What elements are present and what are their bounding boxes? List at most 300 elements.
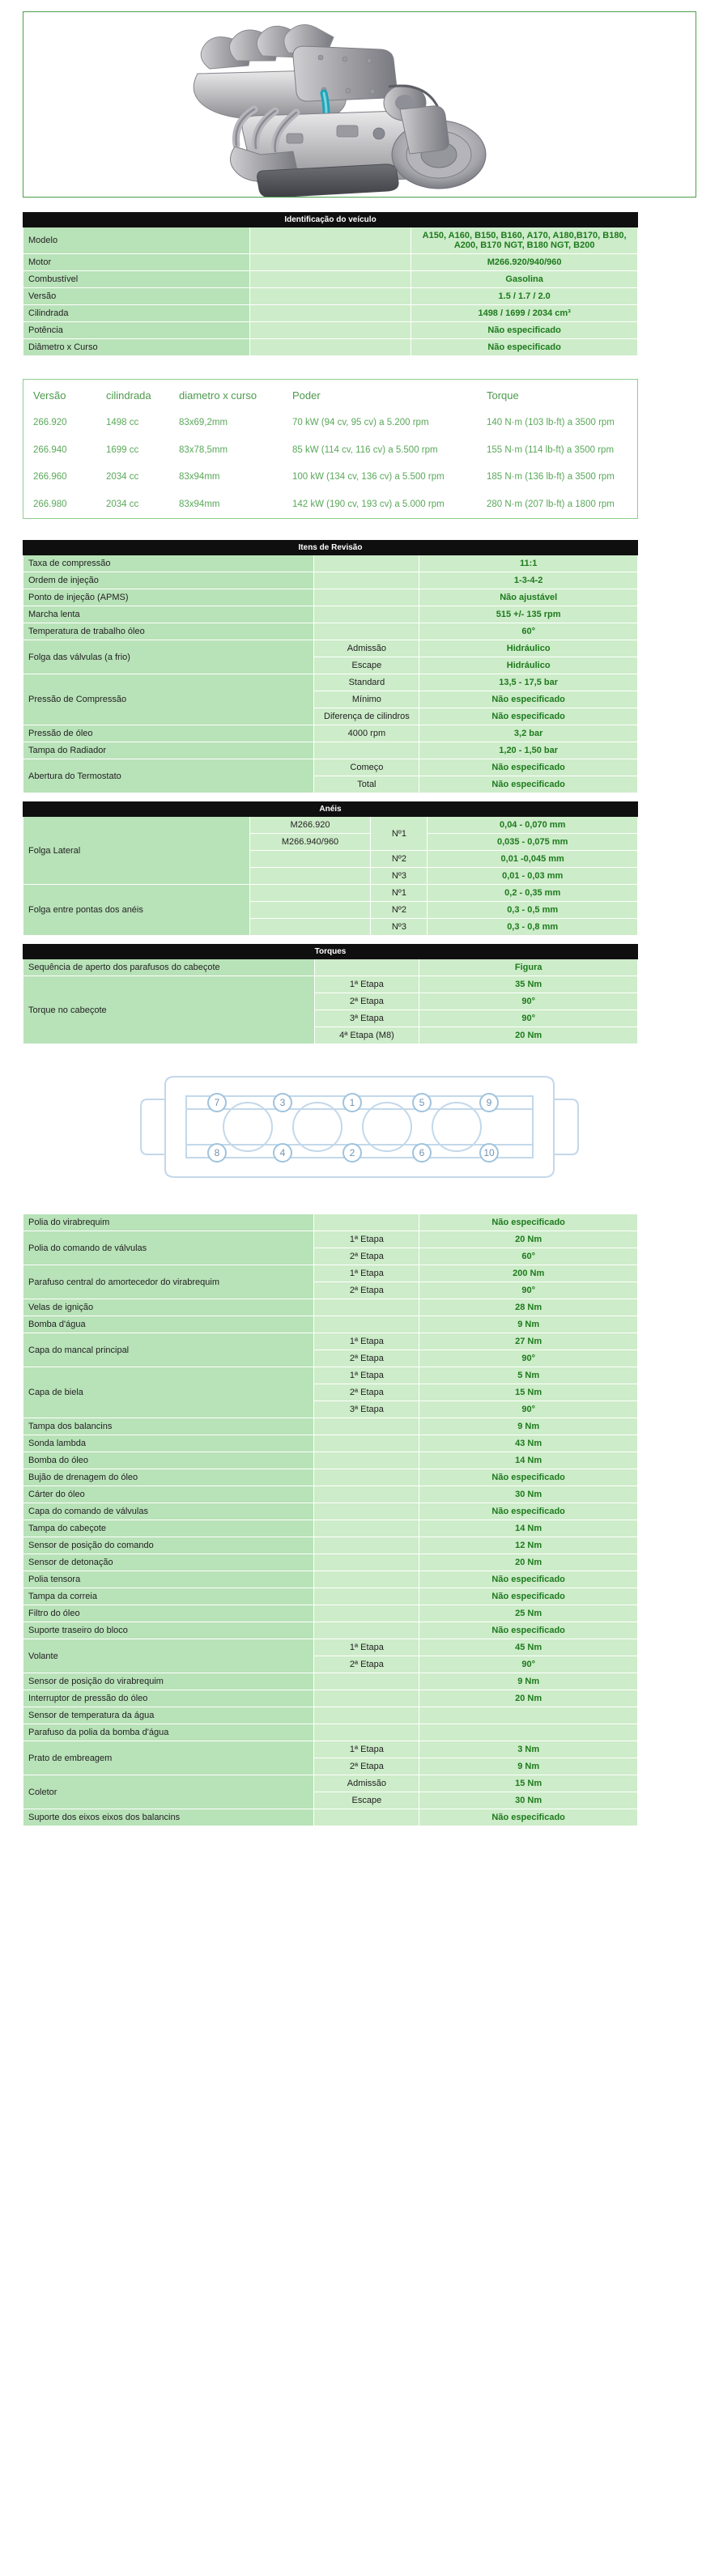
row-sub — [249, 902, 371, 919]
row-stage: 1ª Etapa — [314, 976, 419, 993]
row-mid: Mínimo — [314, 691, 419, 708]
row-label: Tampa da correia — [23, 1588, 314, 1605]
table-row — [23, 271, 638, 288]
row-label: Bomba d'água — [23, 1316, 314, 1333]
row-value: 1,20 - 1,50 bar — [419, 742, 638, 759]
row-stage — [314, 1809, 419, 1826]
row-label: Folga entre pontas dos anéis — [23, 885, 250, 936]
table-row — [23, 1690, 638, 1707]
row-stage — [314, 1724, 419, 1741]
row-mid — [314, 555, 419, 572]
row-label: Cilindrada — [23, 305, 250, 322]
table-row — [23, 555, 638, 572]
row-stage — [314, 1435, 419, 1452]
versions-row — [23, 437, 637, 465]
table-row — [23, 759, 638, 776]
versions-row — [23, 464, 637, 491]
row-label: Polia do virabrequim — [23, 1214, 314, 1231]
table-row — [23, 1452, 638, 1469]
row-stage — [314, 1452, 419, 1469]
bolt-sequence-diagram-wrap — [0, 1062, 719, 1196]
row-value: 0,3 - 0,8 mm — [428, 919, 638, 936]
row-value: 20 Nm — [419, 1231, 638, 1248]
row-label: Potência — [23, 322, 250, 339]
row-stage — [314, 1214, 419, 1231]
row-value: 0,2 - 0,35 mm — [428, 885, 638, 902]
row-label: Modelo — [23, 227, 250, 254]
row-value: 1-3-4-2 — [419, 572, 638, 589]
row-value: 9 Nm — [419, 1758, 638, 1775]
row-label: Cárter do óleo — [23, 1486, 314, 1503]
table-row — [23, 959, 638, 976]
row-value: 20 Nm — [419, 1690, 638, 1707]
row-value: 90° — [419, 1350, 638, 1367]
cell-cilindrada: 2034 cc — [96, 491, 169, 519]
table-row — [23, 742, 638, 759]
table-row — [23, 1554, 638, 1571]
row-value: Não especificado — [411, 322, 638, 339]
row-value: 1498 / 1699 / 2034 cm³ — [411, 305, 638, 322]
row-value — [419, 1707, 638, 1724]
row-label: Suporte dos eixos eixos dos balancins — [23, 1809, 314, 1826]
row-value: 3 Nm — [419, 1741, 638, 1758]
row-stage — [314, 1520, 419, 1537]
table-row — [23, 1622, 638, 1639]
row-label: Sensor de posição do comando — [23, 1537, 314, 1554]
versions-header-row — [23, 380, 637, 410]
row-label: Volante — [23, 1639, 314, 1673]
row-value: Não especificado — [419, 776, 638, 793]
bolt-number-bottom-1: 8 — [214, 1147, 220, 1159]
cylinder-head-bolt-sequence-diagram — [117, 1062, 602, 1192]
row-stage — [314, 1571, 419, 1588]
table-row — [23, 1503, 638, 1520]
row-value: 0,3 - 0,5 mm — [428, 902, 638, 919]
row-sub — [249, 851, 371, 868]
row-value: Não especificado — [419, 1214, 638, 1231]
row-value: 9 Nm — [419, 1673, 638, 1690]
row-label: Suporte traseiro do bloco — [23, 1622, 314, 1639]
row-value: 25 Nm — [419, 1605, 638, 1622]
col-torque: Torque — [477, 380, 637, 410]
row-label: Bujão de drenagem do óleo — [23, 1469, 314, 1486]
row-sub: M266.940/960 — [249, 834, 371, 851]
table-row — [23, 1809, 638, 1826]
row-value: Não especificado — [419, 1571, 638, 1588]
table-row — [23, 606, 638, 623]
row-stage: 2ª Etapa — [314, 1282, 419, 1299]
row-stage — [314, 1418, 419, 1435]
row-label: Tampa dos balancins — [23, 1418, 314, 1435]
table-row — [23, 1537, 638, 1554]
cell-versao: 266.940 — [23, 437, 96, 465]
bolt-number-bottom-2: 4 — [279, 1147, 286, 1159]
row-mid — [249, 322, 411, 339]
figure-label: Figura — [419, 959, 638, 976]
row-value: 0,01 -0,045 mm — [428, 851, 638, 868]
bolt-sequence-label: Sequência de aperto dos parafusos do cabeçote — [23, 959, 315, 976]
row-stage: Admissão — [314, 1775, 419, 1792]
revision-header: Itens de Revisão — [23, 541, 638, 555]
row-label: Pressão de Compressão — [23, 674, 314, 725]
cell-cilindrada: 2034 cc — [96, 464, 169, 491]
cell-torque: 185 N·m (136 lb-ft) a 3500 rpm — [477, 464, 637, 491]
row-value: 14 Nm — [419, 1452, 638, 1469]
col-diametro-curso: diametro x curso — [169, 380, 283, 410]
table-row — [23, 1299, 638, 1316]
row-stage: 1ª Etapa — [314, 1333, 419, 1350]
bolt-number-bottom-3: 2 — [349, 1147, 355, 1159]
row-value: 30 Nm — [419, 1486, 638, 1503]
row-mid — [249, 339, 411, 356]
row-num: Nº1 — [371, 885, 428, 902]
row-label: Parafuso central do amortecedor do virabrequim — [23, 1265, 314, 1299]
row-label: Torque no cabeçote — [23, 976, 315, 1044]
table-row — [23, 1265, 638, 1282]
row-label: Folga das válvulas (a frio) — [23, 640, 314, 674]
table-row — [23, 1775, 638, 1792]
cell-poder: 85 kW (114 cv, 116 cv) a 5.500 rpm — [283, 437, 477, 465]
row-num: Nº3 — [371, 919, 428, 936]
cell-poder: 142 kW (190 cv, 193 cv) a 5.000 rpm — [283, 491, 477, 519]
row-stage — [314, 1707, 419, 1724]
row-num: Nº1 — [371, 817, 428, 851]
row-value: 90° — [419, 1010, 638, 1027]
row-stage — [314, 1588, 419, 1605]
row-stage — [314, 1554, 419, 1571]
col-poder: Poder — [283, 380, 477, 410]
table-row — [23, 1520, 638, 1537]
row-mid — [249, 288, 411, 305]
row-num: Nº2 — [371, 902, 428, 919]
row-stage: Escape — [314, 1792, 419, 1809]
row-stage — [314, 1673, 419, 1690]
row-value: 90° — [419, 1656, 638, 1673]
row-value: 15 Nm — [419, 1775, 638, 1792]
row-mid — [249, 254, 411, 271]
row-value: 90° — [419, 1401, 638, 1418]
row-mid: Diferença de cilindros — [314, 708, 419, 725]
row-label: Capa do mancal principal — [23, 1333, 314, 1367]
row-label: Tampa do cabeçote — [23, 1520, 314, 1537]
bolt-number-top-2: 3 — [279, 1097, 286, 1109]
row-label: Prato de embreagem — [23, 1741, 314, 1775]
cell-versao: 266.960 — [23, 464, 96, 491]
row-stage: 3ª Etapa — [314, 1010, 419, 1027]
row-value: 90° — [419, 993, 638, 1010]
row-value: Não especificado — [419, 1809, 638, 1826]
cell-torque: 280 N·m (207 lb-ft) a 1800 rpm — [477, 491, 637, 519]
row-stage — [314, 1605, 419, 1622]
row-num: Nº3 — [371, 868, 428, 885]
row-value: Não ajustável — [419, 589, 638, 606]
row-value: Gasolina — [411, 271, 638, 288]
row-stage: 2ª Etapa — [314, 993, 419, 1010]
row-mid: Começo — [314, 759, 419, 776]
row-stage — [314, 1537, 419, 1554]
versions-row — [23, 491, 637, 519]
row-label: Capa do comando de válvulas — [23, 1503, 314, 1520]
rings-table — [23, 801, 638, 936]
cell-diametro: 83x78,5mm — [169, 437, 283, 465]
table-row — [23, 254, 638, 271]
row-stage — [314, 1469, 419, 1486]
row-value: 27 Nm — [419, 1333, 638, 1350]
row-label: Bomba do óleo — [23, 1452, 314, 1469]
table-row — [23, 976, 638, 993]
cell-cilindrada: 1498 cc — [96, 410, 169, 437]
table-row — [23, 1418, 638, 1435]
table-row — [23, 1707, 638, 1724]
row-stage — [314, 1622, 419, 1639]
row-label: Capa de biela — [23, 1367, 314, 1418]
row-value: 14 Nm — [419, 1520, 638, 1537]
row-stage: 2ª Etapa — [314, 1248, 419, 1265]
row-sub — [249, 868, 371, 885]
row-value: Não especificado — [419, 1469, 638, 1486]
table-row — [23, 1639, 638, 1656]
row-label: Abertura do Termostato — [23, 759, 314, 793]
table-header-row — [23, 802, 638, 817]
table-row — [23, 674, 638, 691]
row-value: Não especificado — [419, 1622, 638, 1639]
table-row — [23, 1486, 638, 1503]
vehicle-id-header: Identificação do veículo — [23, 213, 638, 227]
head-torque-table — [23, 944, 638, 1044]
row-value: Não especificado — [419, 691, 638, 708]
row-value: Hidráulico — [419, 640, 638, 657]
table-row — [23, 1333, 638, 1350]
row-label: Folga Lateral — [23, 817, 250, 885]
rings-header: Anéis — [23, 802, 638, 817]
row-stage: 2ª Etapa — [314, 1758, 419, 1775]
table-row — [23, 572, 638, 589]
table-row — [23, 589, 638, 606]
row-value — [419, 1724, 638, 1741]
row-stage: 4ª Etapa (M8) — [314, 1027, 419, 1044]
cell-poder: 100 kW (134 cv, 136 cv) a 5.500 rpm — [283, 464, 477, 491]
row-value: 15 Nm — [419, 1384, 638, 1401]
table-row — [23, 1588, 638, 1605]
vehicle-identification-table — [23, 212, 638, 356]
table-row — [23, 1469, 638, 1486]
table-row — [23, 640, 638, 657]
row-stage — [314, 1503, 419, 1520]
revision-items-table — [23, 540, 638, 793]
torques-header: Torques — [23, 945, 638, 959]
row-label: Sensor de posição do virabrequim — [23, 1673, 314, 1690]
row-mid — [249, 305, 411, 322]
engine-spec-sheet — [0, 11, 719, 1826]
table-row — [23, 817, 638, 834]
cell-cilindrada: 1699 cc — [96, 437, 169, 465]
engine-photo-panel — [23, 11, 696, 198]
row-mid — [314, 606, 419, 623]
table-header-row — [23, 541, 638, 555]
row-value: 20 Nm — [419, 1554, 638, 1571]
table-row — [23, 623, 638, 640]
table-header-row — [23, 945, 638, 959]
versions-row — [23, 410, 637, 437]
row-label: Tampa do Radiador — [23, 742, 314, 759]
row-stage: 2ª Etapa — [314, 1656, 419, 1673]
row-label: Polia do comando de válvulas — [23, 1231, 314, 1265]
bolt-number-bottom-5: 10 — [483, 1147, 495, 1159]
row-value: 28 Nm — [419, 1299, 638, 1316]
cell-diametro: 83x69,2mm — [169, 410, 283, 437]
row-label: Sonda lambda — [23, 1435, 314, 1452]
row-value: 30 Nm — [419, 1792, 638, 1809]
cell-diametro: 83x94mm — [169, 464, 283, 491]
torque-list-table — [23, 1214, 638, 1826]
row-value: Hidráulico — [419, 657, 638, 674]
row-value: 5 Nm — [419, 1367, 638, 1384]
table-row — [23, 1316, 638, 1333]
row-stage: 1ª Etapa — [314, 1741, 419, 1758]
row-sub: M266.920 — [249, 817, 371, 834]
row-label: Sensor de temperatura da água — [23, 1707, 314, 1724]
row-value: Não especificado — [419, 759, 638, 776]
row-value: Não especificado — [419, 1503, 638, 1520]
cell-poder: 70 kW (94 cv, 95 cv) a 5.200 rpm — [283, 410, 477, 437]
row-label: Combustível — [23, 271, 250, 288]
row-stage: 1ª Etapa — [314, 1265, 419, 1282]
bolt-number-bottom-4: 6 — [419, 1147, 425, 1159]
row-stage — [314, 1486, 419, 1503]
row-value: 0,035 - 0,075 mm — [428, 834, 638, 851]
engine-illustration — [133, 12, 586, 197]
row-label: Pressão de óleo — [23, 725, 314, 742]
empty-cell — [314, 959, 419, 976]
row-label: Interruptor de pressão do óleo — [23, 1690, 314, 1707]
row-label: Polia tensora — [23, 1571, 314, 1588]
cell-torque: 140 N·m (103 lb-ft) a 3500 rpm — [477, 410, 637, 437]
row-value: 0,01 - 0,03 mm — [428, 868, 638, 885]
row-value: Não especificado — [419, 1588, 638, 1605]
table-row — [23, 322, 638, 339]
table-row — [23, 1673, 638, 1690]
row-mid: Total — [314, 776, 419, 793]
row-value: Não especificado — [419, 708, 638, 725]
row-label: Ordem de injeção — [23, 572, 314, 589]
table-header-row — [23, 213, 638, 227]
row-mid — [249, 227, 411, 254]
row-stage: 3ª Etapa — [314, 1401, 419, 1418]
table-row — [23, 305, 638, 322]
row-mid — [314, 742, 419, 759]
row-mid: Escape — [314, 657, 419, 674]
row-num: Nº2 — [371, 851, 428, 868]
cell-versao: 266.980 — [23, 491, 96, 519]
row-mid — [314, 623, 419, 640]
row-value: 3,2 bar — [419, 725, 638, 742]
table-row — [23, 1605, 638, 1622]
row-label: Parafuso da polia da bomba d'água — [23, 1724, 314, 1741]
table-row — [23, 1741, 638, 1758]
row-label: Coletor — [23, 1775, 314, 1809]
row-label: Sensor de detonação — [23, 1554, 314, 1571]
table-row — [23, 1367, 638, 1384]
row-mid — [314, 572, 419, 589]
row-stage: 2ª Etapa — [314, 1350, 419, 1367]
row-value: 13,5 - 17,5 bar — [419, 674, 638, 691]
row-mid — [314, 589, 419, 606]
table-row — [23, 288, 638, 305]
row-sub — [249, 919, 371, 936]
row-label: Velas de ignição — [23, 1299, 314, 1316]
row-value: 60° — [419, 1248, 638, 1265]
row-value: 200 Nm — [419, 1265, 638, 1282]
table-row — [23, 1435, 638, 1452]
col-cilindrada: cilindrada — [96, 380, 169, 410]
row-value: 90° — [419, 1282, 638, 1299]
row-value: 35 Nm — [419, 976, 638, 993]
table-row — [23, 1724, 638, 1741]
row-value: 9 Nm — [419, 1418, 638, 1435]
row-value: 60° — [419, 623, 638, 640]
row-value: 12 Nm — [419, 1537, 638, 1554]
row-stage: 1ª Etapa — [314, 1367, 419, 1384]
cell-versao: 266.920 — [23, 410, 96, 437]
row-stage: 1ª Etapa — [314, 1639, 419, 1656]
row-stage — [314, 1299, 419, 1316]
row-value: 45 Nm — [419, 1639, 638, 1656]
row-label: Motor — [23, 254, 250, 271]
versions-table — [23, 380, 637, 518]
bolt-number-top-3: 1 — [349, 1097, 355, 1109]
row-label: Diâmetro x Curso — [23, 339, 250, 356]
bolt-number-top-1: 7 — [214, 1097, 220, 1109]
cell-torque: 155 N·m (114 lb-ft) a 3500 rpm — [477, 437, 637, 465]
table-row — [23, 1571, 638, 1588]
row-value: M266.920/940/960 — [411, 254, 638, 271]
row-sub — [249, 885, 371, 902]
col-versao: Versão — [23, 380, 96, 410]
bolt-number-top-5: 9 — [486, 1097, 492, 1109]
row-value: 11:1 — [419, 555, 638, 572]
row-label: Taxa de compressão — [23, 555, 314, 572]
row-label: Filtro do óleo — [23, 1605, 314, 1622]
row-label: Versão — [23, 288, 250, 305]
row-value: 43 Nm — [419, 1435, 638, 1452]
row-stage — [314, 1690, 419, 1707]
row-label: Ponto de injeção (APMS) — [23, 589, 314, 606]
row-mid: 4000 rpm — [314, 725, 419, 742]
row-mid — [249, 271, 411, 288]
row-value: 9 Nm — [419, 1316, 638, 1333]
table-row — [23, 339, 638, 356]
row-label: Temperatura de trabalho óleo — [23, 623, 314, 640]
row-value: 20 Nm — [419, 1027, 638, 1044]
row-stage: 2ª Etapa — [314, 1384, 419, 1401]
row-mid: Standard — [314, 674, 419, 691]
table-row — [23, 885, 638, 902]
row-label: Marcha lenta — [23, 606, 314, 623]
row-stage — [314, 1316, 419, 1333]
bolt-number-top-4: 5 — [419, 1097, 425, 1109]
row-stage: 1ª Etapa — [314, 1231, 419, 1248]
table-row — [23, 1214, 638, 1231]
row-value: 515 +/- 135 rpm — [419, 606, 638, 623]
row-value: Não especificado — [411, 339, 638, 356]
row-value: 0,04 - 0,070 mm — [428, 817, 638, 834]
table-row — [23, 725, 638, 742]
table-row — [23, 227, 638, 254]
row-value: A150, A160, B150, B160, A170, A180,B170, B180, A200, B170 NGT, B180 NGT, B200 — [411, 227, 638, 254]
row-value: 1.5 / 1.7 / 2.0 — [411, 288, 638, 305]
table-row — [23, 1231, 638, 1248]
row-mid: Admissão — [314, 640, 419, 657]
